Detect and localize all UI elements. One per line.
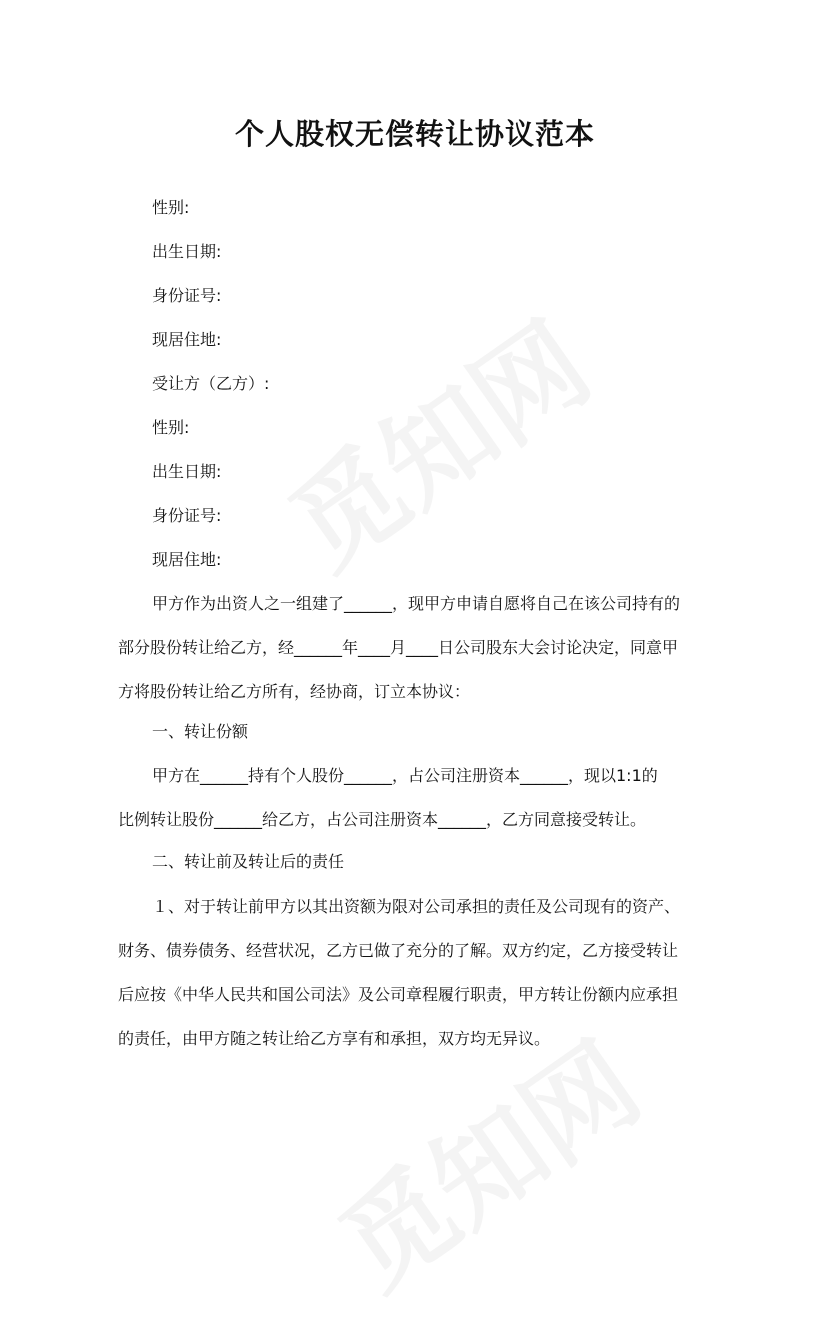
- intro-line: 方将股份转让给乙方所有，经协商，订立本协议：: [118, 682, 471, 701]
- section-2-heading: 二、转让前及转让后的责任: [152, 852, 345, 871]
- document-title: 个人股权无偿转让协议范本: [234, 117, 595, 151]
- intro-line: 甲方作为出资人之一组建了______，现甲方申请自愿将自己在该公司持有的: [152, 594, 681, 613]
- section-2-line: 的责任，由甲方随之转让给乙方享有和承担，双方均无异议。: [118, 1029, 551, 1048]
- section-1-line: 比例转让股份______给乙方，占公司注册资本______，乙方同意接受转让。: [118, 810, 647, 829]
- watermark: [255, 280, 616, 599]
- party-a-birthdate-label: 出生日期:: [152, 242, 222, 261]
- intro-line: 部分股份转让给乙方，经______年____月____日公司股东大会讨论决定，同意甲: [118, 638, 679, 657]
- party-a-gender-label: 性别:: [152, 198, 190, 217]
- section-2-line: 财务、债券债务、经营状况，乙方已做了充分的了解。双方约定，乙方接受转让: [118, 941, 679, 960]
- section-1-heading: 一、转让份额: [152, 722, 249, 741]
- party-b-address-label: 现居住地:: [152, 550, 222, 569]
- section-2-line: １、对于转让前甲方以其出资额为限对公司承担的责任及公司现有的资产、: [152, 897, 681, 916]
- party-b-heading: 受让方（乙方）:: [152, 374, 270, 393]
- section-1-line: 甲方在______持有个人股份______，占公司注册资本______，现以1:1的: [152, 766, 658, 785]
- party-a-id-label: 身份证号:: [152, 286, 222, 305]
- party-b-id-label: 身份证号:: [152, 506, 222, 525]
- party-b-birthdate-label: 出生日期:: [152, 462, 222, 481]
- section-2-line: 后应按《中华人民共和国公司法》及公司章程履行职责，甲方转让份额内应承担: [118, 985, 679, 1004]
- party-b-gender-label: 性别:: [152, 418, 190, 437]
- party-a-address-label: 现居住地:: [152, 330, 222, 349]
